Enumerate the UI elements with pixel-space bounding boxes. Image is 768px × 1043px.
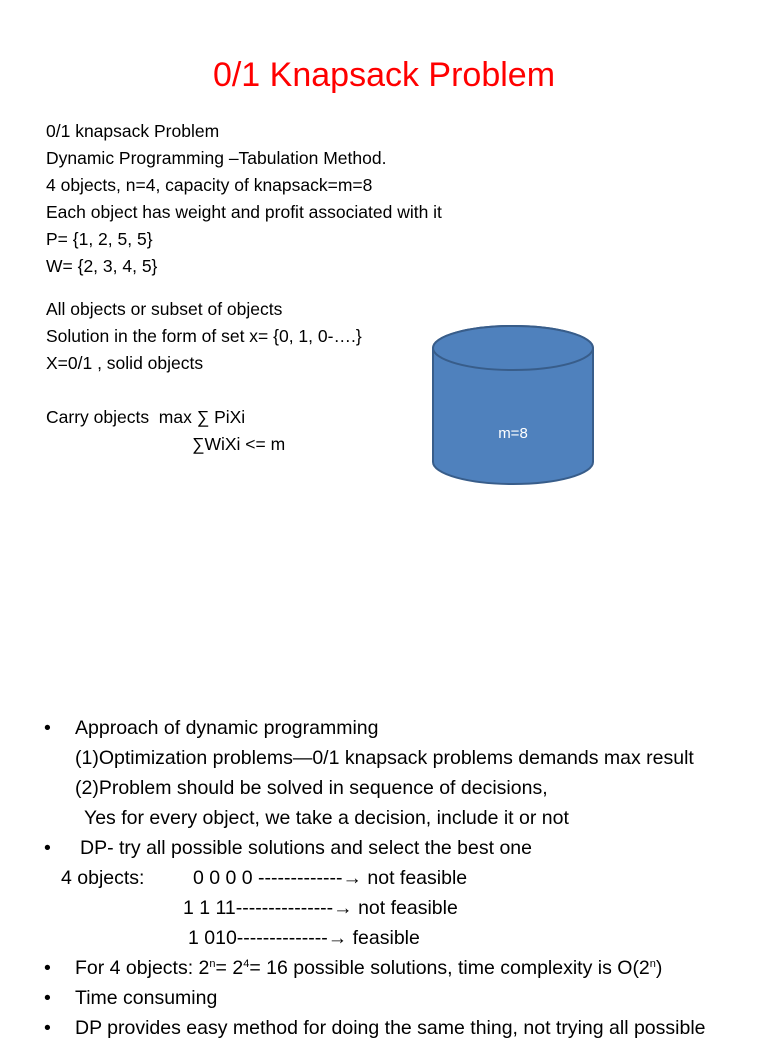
intro-line: 4 objects, n=4, capacity of knapsack=m=8	[46, 175, 373, 195]
weight-set: W= {2, 3, 4, 5}	[46, 256, 158, 276]
cylinder-top	[433, 326, 593, 370]
solution-line: X=0/1 , solid objects	[46, 353, 204, 373]
complexity-text: )	[655, 957, 663, 979]
knapsack-cylinder	[430, 324, 596, 488]
complexity-text: = 16 possible solutions, time complexity is O(2	[249, 957, 650, 979]
complexity-text: = 2	[215, 957, 244, 979]
intro-line: Dynamic Programming –Tabulation Method.	[46, 148, 387, 168]
complexity-line	[75, 953, 662, 983]
example-case: 1 1 11---------------→ not feasible	[183, 897, 458, 919]
intro-line: 0/1 knapsack Problem	[46, 121, 220, 141]
profit-set: P= {1, 2, 5, 5}	[46, 229, 153, 249]
capacity-label: m=8	[498, 425, 528, 442]
approach-heading: Approach of dynamic programming	[75, 717, 379, 739]
example-case: 1 010--------------→ feasible	[188, 927, 420, 949]
dp-try-all-heading: DP- try all possible solutions and select the best one	[80, 837, 532, 859]
slide-title: 0/1 Knapsack Problem	[212, 56, 556, 94]
intro-block	[46, 118, 442, 280]
bullet-marker: •	[44, 987, 51, 1009]
objective-maximize: Carry objects max ∑ PiXi	[46, 407, 246, 427]
approach-point: (2)Problem should be solved in sequence of decisions,	[75, 777, 548, 799]
superscript: n	[209, 958, 216, 970]
solution-line: All objects or subset of objects	[46, 299, 283, 319]
bullet-marker: •	[44, 717, 51, 739]
solution-block	[46, 296, 362, 377]
approach-point: (1)Optimization problems—0/1 knapsack problems demands max result	[75, 747, 694, 769]
approach-point: Yes for every object, we take a decision, include it or not	[84, 807, 569, 829]
objective-constraint: ∑WiXi <= m	[192, 434, 286, 454]
dp-easy-item: DP provides easy method for doing the same thing, not trying all possible	[75, 1017, 706, 1039]
complexity-text: For 4 objects: 2	[75, 957, 210, 979]
solution-line: Solution in the form of set x= {0, 1, 0-….}	[46, 326, 362, 346]
bullet-marker: •	[44, 957, 51, 979]
bullet-marker: •	[44, 1017, 51, 1039]
example-case: 0 0 0 0 -------------→ not feasible	[193, 867, 468, 889]
time-consuming-item: Time consuming	[75, 987, 218, 1009]
superscript: n	[649, 958, 656, 970]
bullet-marker: •	[44, 837, 51, 859]
intro-line: Each object has weight and profit associated with it	[46, 202, 442, 222]
superscript: 4	[243, 958, 250, 970]
examples-label: 4 objects:	[61, 867, 145, 889]
